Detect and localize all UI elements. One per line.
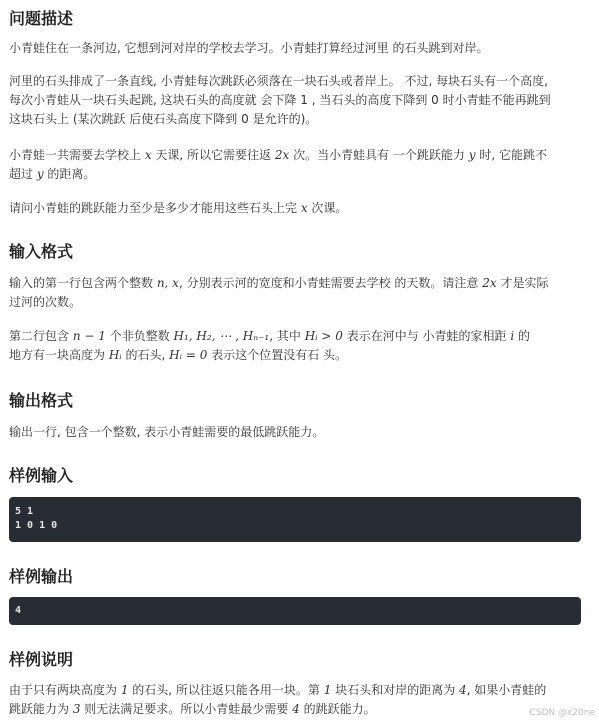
problem-p4-text: 次课。 (307, 201, 348, 215)
input-p2-text: 表示这个位置没有石 头。 (207, 348, 348, 362)
problem-p2-line-1: 河里的石头排成了一条直线, 小青蛙每次跳跃必须落在一块石头或者岸上。 不过, 每块石头有一个高度, (9, 74, 548, 88)
problem-p2-line-3: 这块石头上 (某次跳跃 后使石头高度下降到 0 是允许的)。 (9, 112, 318, 126)
input-p1-text: 过河的次数。 (9, 295, 82, 309)
explanation-text: 跳跃能力为 (9, 702, 73, 716)
input-p2-text: , 其中 (269, 329, 305, 343)
explanation-text: 的石头, 所以往返只能各用一块。第 (128, 683, 324, 697)
problem-p3-text: 时, 它能跳不 (475, 148, 547, 162)
explanation-text: , 如果小青蛙的 (466, 683, 547, 697)
input-p1-text: , 分别表示河的宽度和小青蛙需要去学校 的天数。请注意 (178, 276, 483, 290)
math-h-sequence: H₁, H₂, ⋯ , Hₙ₋₁ (173, 329, 270, 343)
problem-paragraph-4 (9, 199, 589, 218)
explanation-text: 的跳跃能力。 (299, 702, 376, 716)
code-line: 4 (15, 605, 22, 616)
math-4: 4 (459, 683, 467, 697)
math-hi: Hᵢ (108, 348, 122, 362)
input-p2-text: 表示在河中与 小青蛙的家相距 (342, 329, 511, 343)
input-paragraph-1 (9, 274, 589, 312)
sample-output-heading: 样例输出 (9, 567, 74, 586)
math-2x: 2x (274, 148, 290, 162)
problem-paragraph-2 (9, 72, 589, 129)
problem-p3-text: 小青蛙一共需要去学校上 (9, 148, 145, 162)
math-n-minus-1: n − 1 (72, 329, 106, 343)
math-4: 4 (292, 702, 300, 716)
problem-p3-text: 超过 (9, 167, 37, 181)
math-3: 3 (72, 702, 81, 716)
input-p1-text: 才是实际 (496, 276, 549, 290)
output-format-heading: 输出格式 (9, 391, 74, 410)
problem-p3-text: 的距离。 (43, 167, 96, 181)
explanation-text: 则无法满足要求。所以小青蛙最少需要 (80, 702, 293, 716)
code-line: 5 1 (15, 506, 34, 517)
math-n-x: n, x (156, 276, 179, 290)
math-y: y (36, 167, 44, 181)
math-x: x (144, 148, 152, 162)
math-2x: 2x (482, 276, 497, 290)
input-p2-text: 的石头, (121, 348, 170, 362)
sample-output-code-block (9, 597, 581, 625)
input-p1-text: 输入的第一行包含两个整数 (9, 276, 157, 290)
problem-p4-text: 请问小青蛙的跳跃能力至少是多少才能用这些石头上完 (9, 201, 301, 215)
input-p2-text: 个非负整数 (105, 329, 174, 343)
explanation-text: 块石头和对岸的距离为 (331, 683, 460, 697)
input-p2-text: 第二行包含 (9, 329, 73, 343)
problem-p2-line-2: 每次小青蛙从一块石头起跳, 这块石头的高度就 会下降 1 , 当石头的高度下降到 0 时小青蛙不能再跳到 (9, 93, 551, 107)
sample-input-code-block (9, 497, 581, 542)
input-p2-text: 地方有一块高度为 (9, 348, 109, 362)
problem-paragraph-3 (9, 146, 589, 184)
code-line: 1 0 1 0 (15, 520, 58, 531)
problem-p3-text: 天课, 所以它需要往返 (151, 148, 275, 162)
math-x: x (300, 201, 308, 215)
math-1: 1 (120, 683, 129, 697)
explanation-paragraph (9, 681, 589, 719)
explanation-text: 由于只有两块高度为 (9, 683, 121, 697)
input-format-heading: 输入格式 (9, 242, 74, 261)
problem-p3-text: 次。当小青蛙具有 一个跳跃能力 (289, 148, 469, 162)
output-paragraph-1: 输出一行, 包含一个整数, 表示小青蛙需要的最低跳跃能力。 (9, 425, 325, 439)
csdn-watermark: CSDN @x20ne (529, 708, 595, 718)
math-i: i (510, 329, 515, 343)
problem-paragraph-1: 小青蛙住在一条河边, 它想到河对岸的学校去学习。小青蛙打算经过河里 的石头跳到对岸。 (9, 41, 489, 55)
math-hi-eq-0: Hᵢ = 0 (169, 348, 208, 362)
input-paragraph-2 (9, 327, 589, 365)
math-hi-gt-0: Hᵢ > 0 (304, 329, 343, 343)
sample-explanation-heading: 样例说明 (9, 650, 74, 669)
sample-input-heading: 样例输入 (9, 466, 74, 485)
math-1: 1 (323, 683, 332, 697)
math-y: y (468, 148, 476, 162)
input-p2-text: 的 (514, 329, 531, 343)
problem-description-heading: 问题描述 (9, 9, 74, 28)
